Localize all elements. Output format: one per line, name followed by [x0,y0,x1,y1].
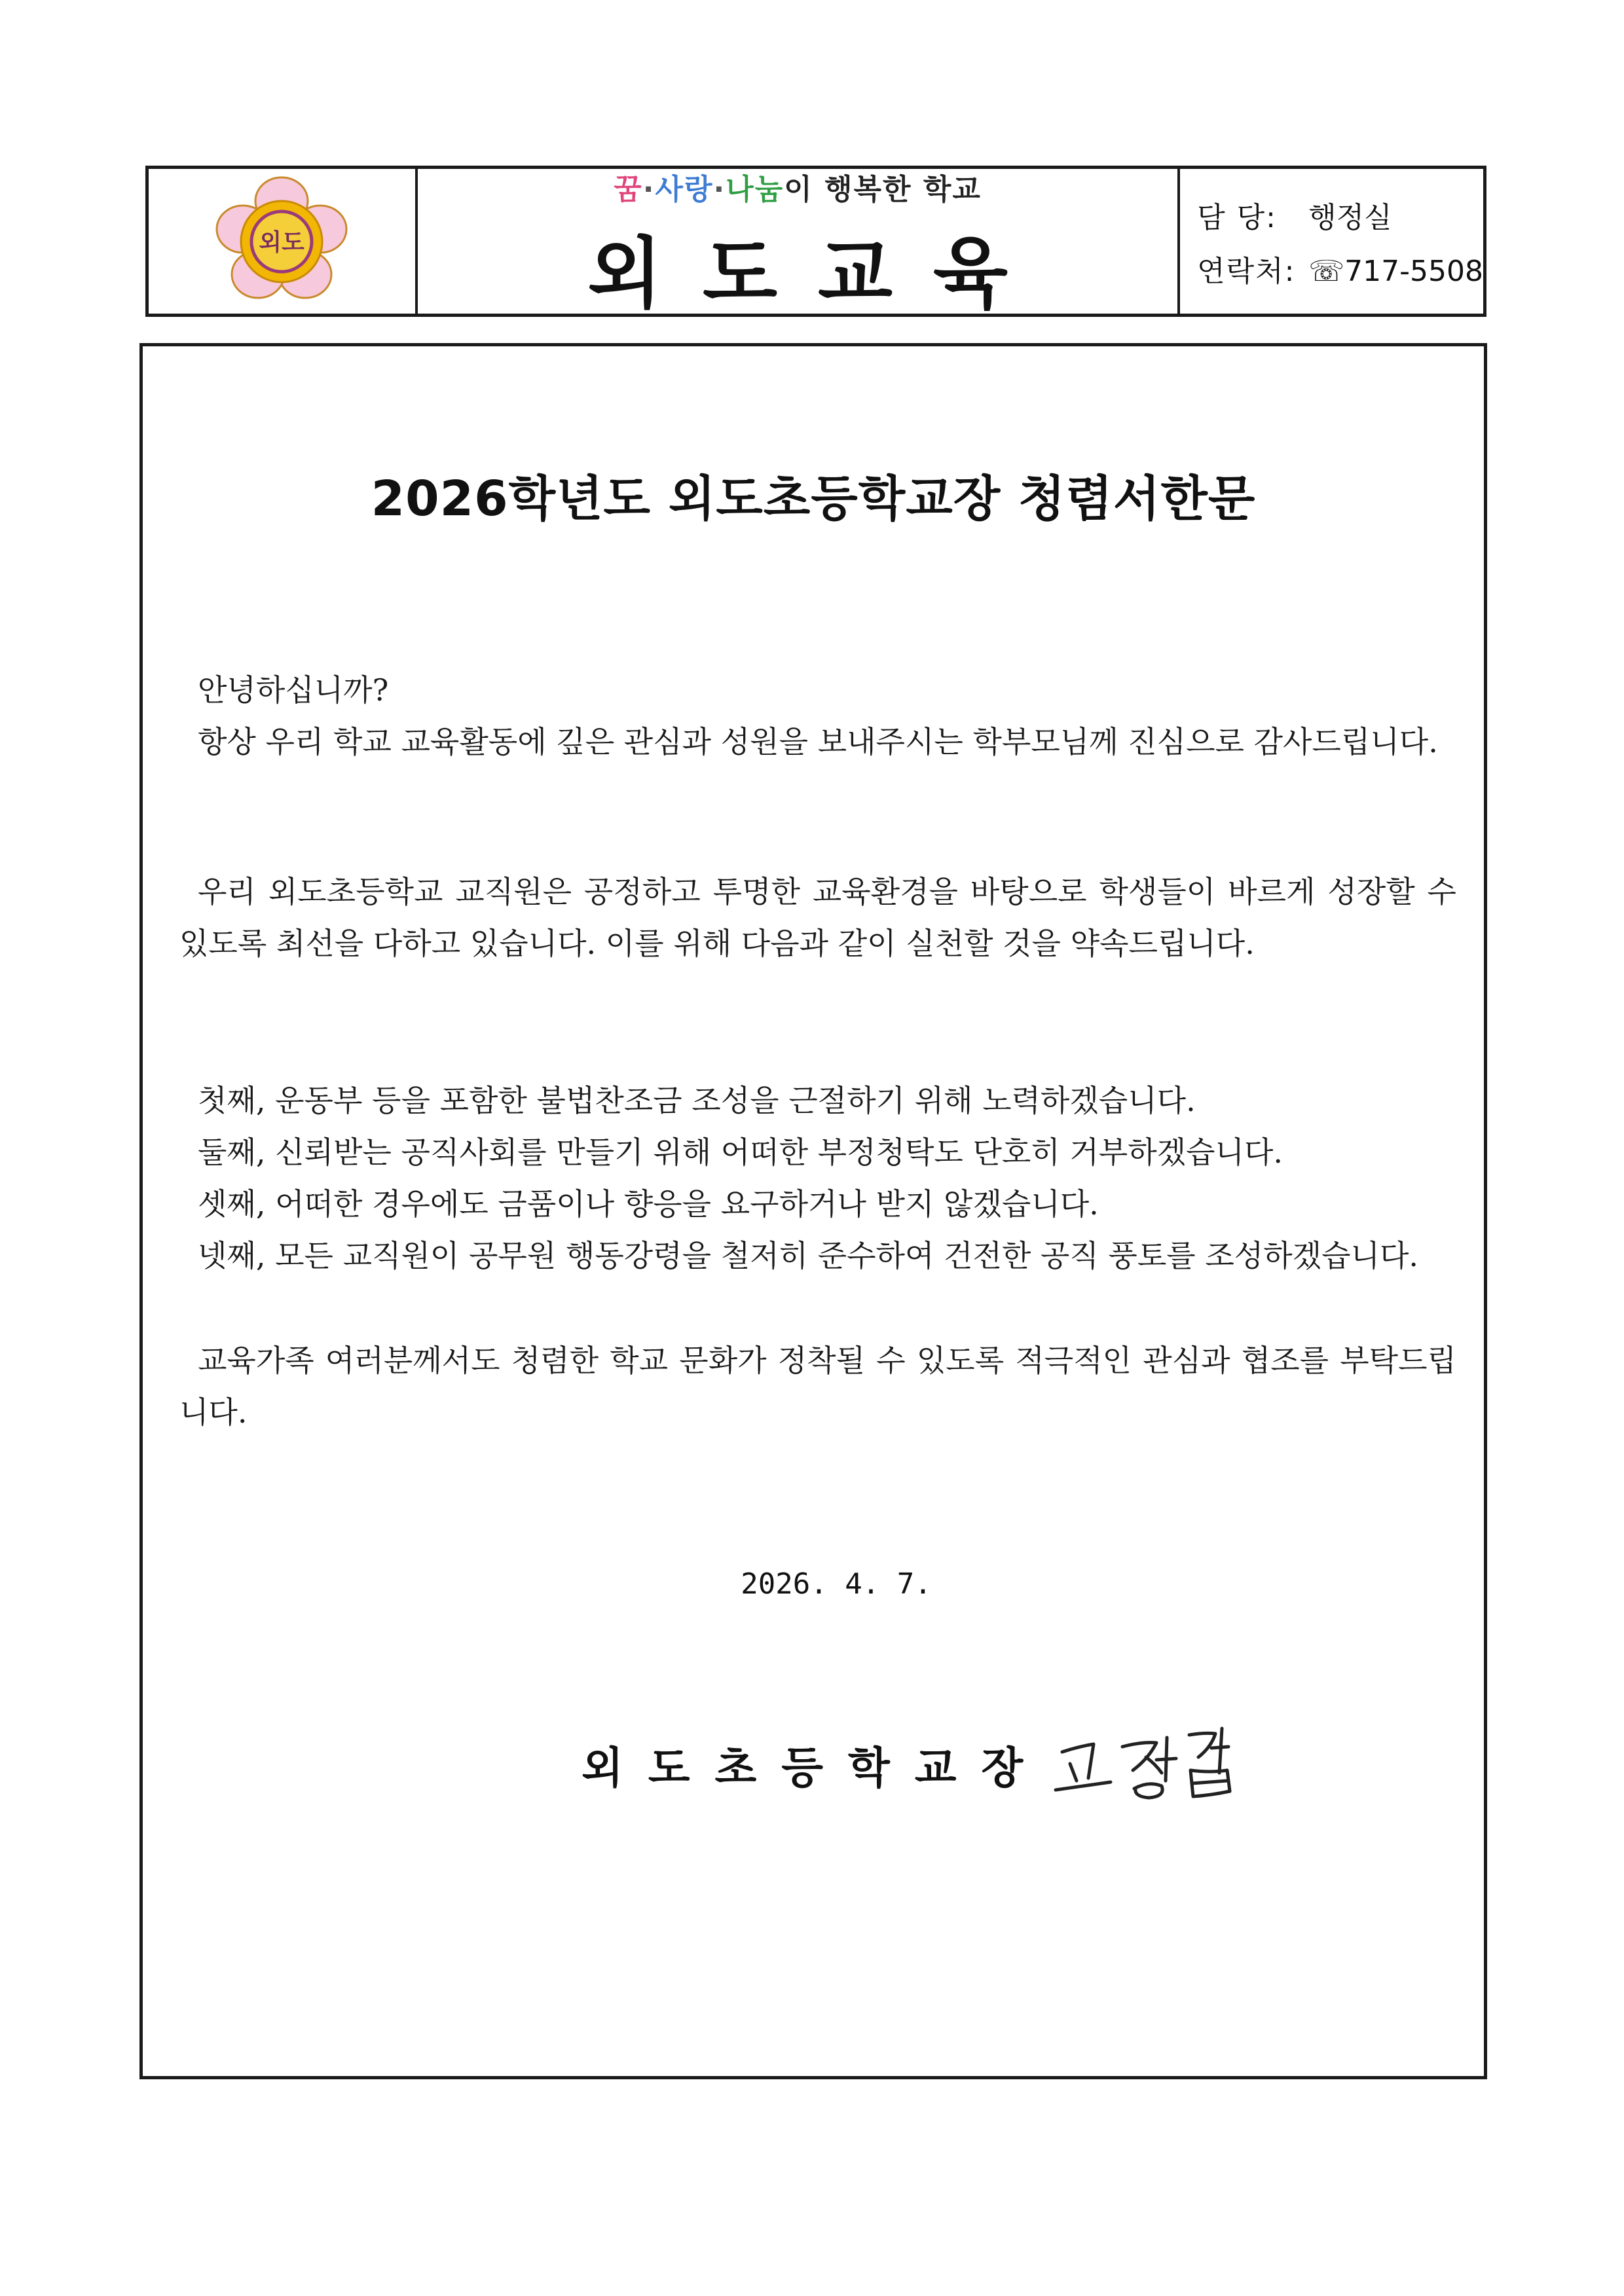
signoff [581,1718,1247,1810]
school-slogan [614,166,982,208]
newsletter-banner: 외도교육 [587,228,1049,319]
logo-cell [149,169,418,314]
slogan-rest: 이 행복한 학교 [784,172,982,206]
pledge-list [179,1075,1456,1282]
slogan-dot: · [713,172,726,206]
slogan-love: 사랑 [655,172,714,206]
pledge-item: 첫째, 운동부 등을 포함한 불법찬조금 조성을 근절하기 위해 노력하겠습니다. [198,1083,1196,1118]
greeting: 안녕하십니까? [198,672,389,708]
slogan-share: 나눔 [726,172,784,206]
handwritten-signature [1050,1718,1247,1810]
phone-value: ☏717-5508 [1308,254,1483,288]
phone-line [1197,247,1483,289]
school-emblem [203,173,360,310]
title-cell [418,169,1180,319]
manager-line [1197,194,1483,236]
contact-cell [1180,169,1483,314]
emblem-text: 외도 [259,228,305,256]
letter-body [139,343,1487,2079]
closing-section [179,1335,1456,1438]
paragraph-commitment: 우리 외도초등학교 교직원은 공정하고 투명한 교육환경을 바탕으로 학생들이 바르게 성장할 수 있도록 최선을 다하고 있습니다. 이를 위해 다음과 같이 실천할 것을 약속드립니다. [179,874,1456,961]
paragraph-closing: 교육가족 여러분께서도 청렴한 학교 문화가 정착될 수 있도록 적극적인 관심과 협조를 부탁드립니다. [179,1343,1456,1430]
letter-date: 2026. 4. 7. [741,1567,932,1601]
pledge-item: 둘째, 신뢰받는 공직사회를 만들기 위해 어떠한 부정청탁도 단호히 거부하겠습니다. [198,1135,1283,1170]
commitment-section [179,866,1456,970]
manager-label: 담 당: [1197,200,1277,234]
principal-title: 외도초등학교장 [581,1741,1048,1793]
slogan-dream: 꿈 [614,172,643,206]
paragraph-thanks: 항상 우리 학교 교육활동에 깊은 관심과 성원을 보내주시는 학부모님께 진심으로 감사드립니다. [198,724,1438,759]
manager-value: 행정실 [1308,200,1392,234]
slogan-dot: · [642,172,655,206]
phone-label: 연락처: [1197,254,1296,288]
letterhead [145,166,1486,317]
intro-section [179,665,1456,768]
document-title: 2026학년도 외도초등학교장 청렴서한문 [371,471,1256,527]
pledge-item: 셋째, 어떠한 경우에도 금품이나 향응을 요구하거나 받지 않겠습니다. [198,1186,1099,1222]
pledge-item: 넷째, 모든 교직원이 공무원 행동강령을 철저히 준수하여 건전한 공직 풍토를 조성하겠습니다. [198,1238,1419,1273]
